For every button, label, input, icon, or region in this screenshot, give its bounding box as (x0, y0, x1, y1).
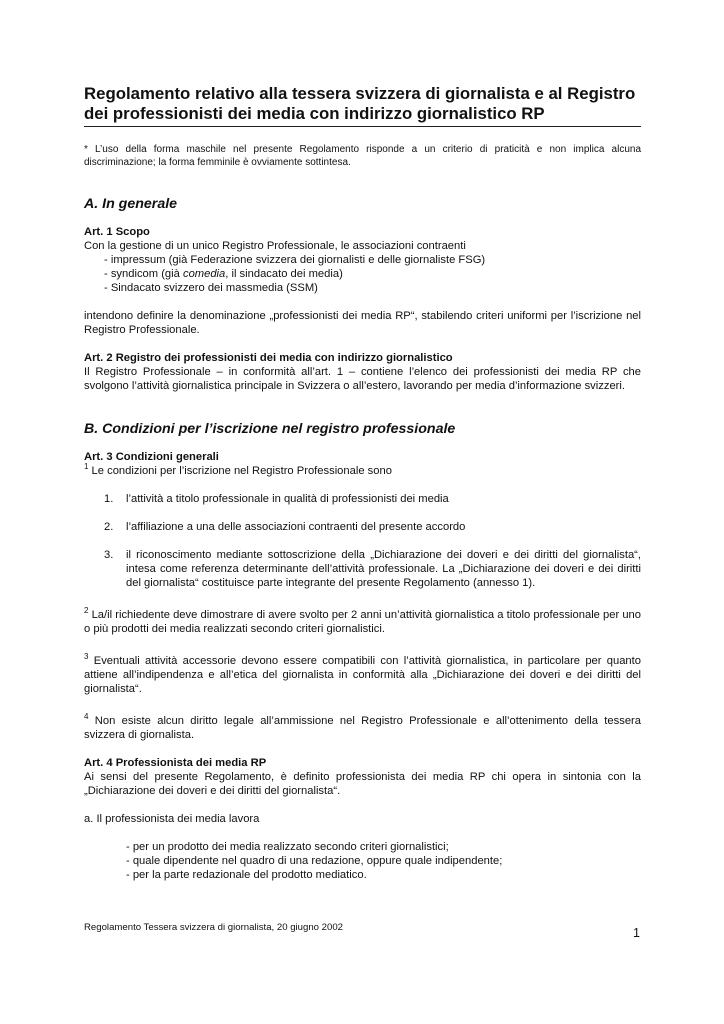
art2-text: Il Registro Professionale – in conformità all’art. 1 – contiene l’elenco dei professionisti dei media RP che svolgono l’attività giornalistica principale in Svizzera o all’estero, lavorando per media d’informazione svizzeri. (84, 366, 641, 392)
list-item: 3. il riconoscimento mediante sottoscrizione della „Dichiarazione dei doveri e dei diritti del giornalista“, intesa come referenza determinante dell’attività professionale. La „Dichiarazione dei doveri e dei diritti del giornalista“ costituisce parte integrante del presente Regolamento (annesso 1). (104, 549, 641, 589)
article-4 (84, 756, 641, 882)
article-3 (84, 450, 641, 742)
section-a-heading: A. In generale (84, 196, 178, 212)
art3-paragraph-2: $^2$ La/il richiedente deve dimostrare di avere svolto per 2 anni un’attività giornalistica a titolo professionale per uno o più prodotti dei media realizzati secondo criteri giornalistici. (84, 606, 641, 635)
list-item: 1. l’attività a titolo professionale in qualità di professionisti dei media (104, 493, 449, 505)
section-b-heading: B. Condizioni per l’iscrizione nel registro professionale (84, 421, 456, 437)
art1-item-syndicom: - syndicom (già comedia, il sindacato dei media) (104, 268, 343, 280)
footer-text: Regolamento Tessera svizzera di giornalista, 20 giugno 2002 (84, 922, 344, 933)
art4-text: Ai sensi del presente Regolamento, è definito professionista dei media RP chi opera in sintonia con la „Dichiarazione dei doveri e dei diritti del giornalista“. (84, 771, 641, 797)
list-item: 2. l’affiliazione a una delle associazioni contraenti del presente accordo (104, 521, 466, 533)
art4-item: - per la parte redazionale del prodotto mediatico. (126, 869, 367, 881)
art3-paragraph-1: $^1$ Le condizioni per l’iscrizione nel Registro Professionale sono (84, 462, 392, 477)
art2-title: Art. 2 Registro dei professionisti dei media con indirizzo giornalistico (84, 352, 453, 364)
art3-title: Art. 3 Condizioni generali (84, 451, 219, 463)
art1-closing: intendono definire la denominazione „professionisti dei media RP“, stabilendo criteri uniformi per l’iscrizione nel Registro Professionale. (84, 310, 641, 336)
art4-item: - quale dipendente nel quadro di una redazione, oppure quale indipendente; (126, 855, 503, 867)
article-1 (84, 225, 641, 337)
article-2 (84, 351, 641, 393)
art1-title: Art. 1 Scopo (84, 226, 150, 238)
art4-sub-a: a. Il professionista dei media lavora (84, 813, 260, 825)
art3-paragraph-3: $^3$ Eventuali attività accessorie devono essere compatibili con l’attività giornalistica, in particolare per quanto attiene all’indipendenza e all’etica del giornalista in conformità alla „Dichiarazione dei doveri e dei diritti del giornalista“. (84, 652, 641, 695)
art1-intro: Con la gestione di un unico Registro Professionale, le associazioni contraenti (84, 240, 466, 252)
art1-item-impressum: - impressum (già Federazione svizzera dei giornalisti e delle giornaliste FSG) (104, 254, 486, 266)
art4-item: - per un prodotto dei media realizzato secondo criteri giornalistici; (126, 841, 449, 853)
document-page (84, 84, 641, 882)
page-number: 1 (633, 926, 640, 940)
art3-paragraph-4: $^4$ Non esiste alcun diritto legale all’ammissione nel Registro Professionale e all’ottenimento della tessera svizzera di giornalista. (84, 712, 641, 741)
document-title: Regolamento relativo alla tessera svizzera di giornalista e al Registro dei professionisti dei media con indirizzo giornalistico RP (84, 84, 641, 127)
art1-item-ssm: - Sindacato svizzero dei massmedia (SSM) (104, 282, 318, 294)
gender-note: * L’uso della forma maschile nel presente Regolamento risponde a un criterio di praticità e non implica alcuna discriminazione; la forma femminile è ovviamente sottintesa. (84, 144, 641, 168)
art4-title: Art. 4 Professionista dei media RP (84, 757, 267, 769)
art3-conditions-list (84, 492, 641, 590)
